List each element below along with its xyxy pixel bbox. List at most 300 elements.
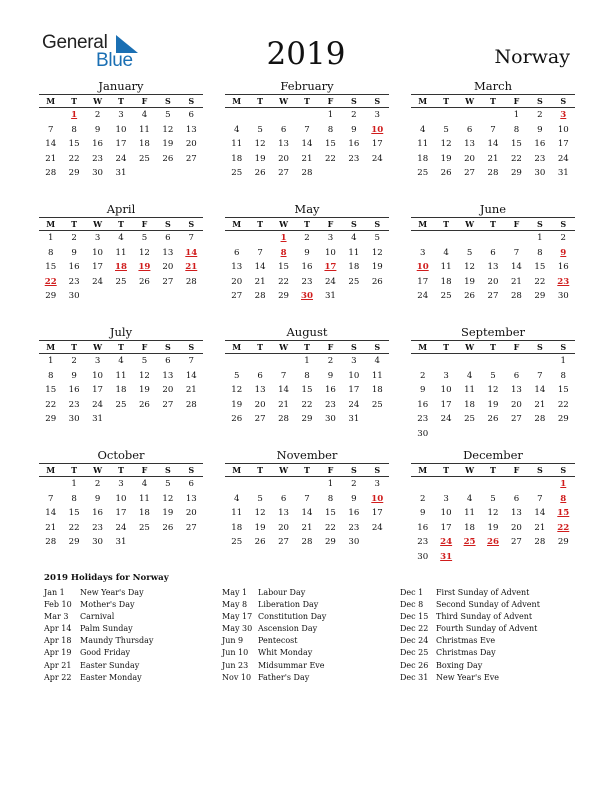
day-cell: 19: [464, 276, 476, 287]
day-cell: 3: [118, 479, 124, 489]
day-cell: 25: [231, 537, 243, 548]
day-cell: 23: [348, 153, 360, 164]
day-cell: 19: [162, 139, 174, 150]
holiday-day-cell: 14: [185, 247, 198, 258]
country-name: Norway: [494, 46, 570, 68]
day-cell: 26: [440, 168, 452, 179]
day-cell: 21: [45, 522, 57, 533]
day-cell: 27: [510, 414, 522, 425]
empty-cell: [272, 477, 295, 492]
month-name: September: [460, 325, 526, 339]
weekday-label: S: [560, 342, 567, 352]
month-name: November: [276, 448, 338, 462]
holiday-day-cell: 31: [440, 551, 453, 562]
day-cell: 13: [185, 493, 197, 504]
weekday-label: M: [46, 465, 56, 475]
day-cell: 5: [257, 124, 263, 135]
day-cell: 17: [115, 508, 127, 519]
holiday-item: [400, 587, 570, 599]
weekday-label: F: [141, 96, 148, 106]
day-cell: 10: [440, 385, 452, 396]
weekday-label: S: [560, 219, 567, 229]
day-cell: 3: [443, 370, 449, 381]
day-cell: 4: [443, 247, 449, 258]
day-cell: 2: [71, 233, 77, 243]
holiday-name: First Sunday of Advent: [436, 588, 530, 597]
day-cell: 11: [231, 139, 243, 150]
day-cell: 11: [138, 124, 150, 135]
day-cell: 10: [348, 370, 360, 381]
day-cell: 1: [304, 356, 310, 366]
holiday-item: [44, 660, 214, 672]
weekday-label: W: [93, 465, 103, 475]
weekday-label: S: [164, 465, 171, 475]
day-cell: 14: [45, 139, 57, 150]
day-cell: 29: [68, 537, 80, 548]
day-cell: 19: [487, 399, 499, 410]
day-cell: 30: [324, 414, 336, 425]
day-cell: 2: [304, 233, 310, 243]
day-cell: 21: [185, 385, 197, 396]
day-cell: 9: [419, 385, 426, 396]
day-cell: 24: [417, 291, 429, 302]
weekday-label: F: [327, 219, 334, 229]
day-cell: 27: [510, 537, 522, 548]
day-cell: 6: [280, 493, 287, 504]
day-cell: 17: [557, 139, 569, 150]
day-cell: 12: [254, 508, 266, 519]
day-cell: 7: [47, 124, 54, 135]
day-cell: 7: [513, 247, 520, 258]
day-cell: 3: [351, 356, 357, 366]
day-cell: 15: [557, 385, 569, 396]
day-cell: 19: [254, 522, 266, 533]
holiday-column-3: [400, 587, 570, 684]
day-cell: 6: [165, 356, 171, 366]
empty-cell: [411, 354, 434, 369]
day-cell: 28: [45, 537, 57, 548]
day-cell: 5: [165, 110, 171, 120]
day-cell: 12: [487, 508, 499, 519]
holiday-name: Easter Monday: [80, 672, 142, 682]
day-cell: 19: [487, 522, 499, 533]
day-cell: 29: [510, 168, 522, 179]
days-grid: [39, 477, 203, 550]
day-cell: 24: [557, 153, 569, 164]
day-cell: 25: [231, 168, 243, 179]
day-cell: 17: [92, 385, 104, 396]
weekday-label: M: [232, 96, 242, 106]
holiday-item: [44, 647, 214, 659]
weekday-label: S: [374, 219, 381, 229]
day-cell: 6: [466, 124, 473, 135]
empty-cell: [481, 231, 504, 246]
day-cell: 28: [185, 399, 197, 410]
day-cell: 16: [92, 508, 104, 519]
empty-cell: [411, 108, 434, 123]
holiday-item: [400, 647, 570, 659]
weekday-label: S: [536, 465, 543, 475]
day-cell: 22: [68, 153, 80, 164]
day-cell: 24: [371, 153, 383, 164]
day-cell: 22: [68, 522, 80, 533]
empty-cell: [434, 477, 457, 492]
holiday-date: Apr 22: [44, 672, 72, 682]
day-cell: 23: [301, 276, 313, 287]
holiday-name: Christmas Eve: [436, 636, 496, 646]
day-cell: 29: [68, 168, 80, 179]
empty-cell: [225, 108, 248, 123]
empty-cell: [434, 231, 457, 246]
day-cell: 28: [534, 414, 546, 425]
month-name: March: [474, 79, 512, 93]
weekday-label: S: [350, 342, 357, 352]
day-cell: 7: [304, 124, 310, 135]
month-name: June: [479, 202, 507, 216]
day-cell: 28: [510, 291, 522, 302]
day-cell: 5: [374, 233, 381, 243]
weekday-label: F: [513, 96, 520, 106]
day-cell: 27: [231, 291, 243, 302]
day-cell: 25: [138, 153, 150, 164]
day-cell: 21: [254, 276, 266, 287]
day-cell: 7: [188, 233, 195, 243]
day-cell: 3: [118, 110, 124, 120]
day-cell: 30: [92, 537, 104, 548]
holiday-day-cell: 9: [560, 247, 567, 258]
day-cell: 30: [417, 551, 429, 562]
day-cell: 6: [188, 110, 195, 120]
day-cell: 27: [162, 276, 174, 287]
day-cell: 21: [301, 153, 313, 164]
day-cell: 24: [440, 414, 452, 425]
month-february: [225, 79, 389, 202]
weekday-label: T: [118, 342, 124, 352]
day-cell: 31: [115, 168, 127, 179]
day-cell: 5: [490, 493, 496, 504]
day-cell: 13: [231, 262, 243, 273]
day-cell: 15: [68, 508, 80, 519]
day-cell: 11: [464, 385, 476, 396]
holiday-name: Whit Monday: [258, 648, 313, 658]
day-cell: 15: [324, 139, 336, 150]
day-cell: 11: [115, 370, 127, 381]
day-cell: 18: [464, 399, 476, 410]
weekday-label: F: [513, 342, 520, 352]
holidays-title: 2019 Holidays for Norway: [44, 573, 169, 583]
day-cell: 21: [301, 522, 313, 533]
day-cell: 11: [371, 370, 383, 381]
day-cell: 1: [327, 110, 334, 120]
day-cell: 24: [348, 399, 360, 410]
day-cell: 5: [165, 479, 171, 489]
day-cell: 25: [464, 414, 476, 425]
holiday-item: [44, 623, 214, 635]
day-cell: 23: [68, 399, 80, 410]
day-cell: 9: [94, 124, 101, 135]
holiday-column-1: [44, 587, 214, 684]
holiday-day-cell: 1: [560, 479, 567, 489]
weekday-label: T: [71, 96, 78, 106]
holiday-date: Dec 8: [400, 600, 424, 610]
day-cell: 6: [257, 370, 263, 381]
day-cell: 28: [301, 168, 313, 179]
day-cell: 1: [537, 233, 543, 243]
day-cell: 5: [490, 370, 496, 381]
weekday-label: T: [118, 96, 124, 106]
day-cell: 19: [138, 385, 150, 396]
day-cell: 2: [419, 493, 426, 504]
day-cell: 20: [510, 522, 522, 533]
weekday-label: W: [93, 219, 103, 229]
weekday-label: T: [257, 465, 264, 475]
day-cell: 5: [233, 370, 240, 381]
empty-cell: [225, 231, 248, 246]
year-title: 2019: [266, 36, 346, 72]
day-cell: 4: [141, 110, 148, 120]
day-cell: 24: [115, 522, 127, 533]
weekday-label: W: [279, 342, 289, 352]
holiday-item: [400, 623, 570, 635]
day-cell: 15: [45, 262, 57, 273]
day-cell: 19: [162, 508, 174, 519]
day-cell: 2: [94, 479, 101, 489]
holiday-day-cell: 1: [280, 233, 287, 243]
day-cell: 20: [185, 139, 197, 150]
day-cell: 13: [162, 247, 174, 258]
day-cell: 1: [47, 356, 54, 366]
weekday-label: W: [465, 219, 475, 229]
day-cell: 3: [327, 233, 334, 243]
month-november: [225, 448, 389, 571]
day-cell: 12: [138, 247, 150, 258]
weekday-label: S: [536, 219, 543, 229]
holiday-name: New Year's Day: [80, 588, 144, 597]
days-grid: [225, 354, 389, 427]
day-cell: 7: [537, 493, 543, 504]
day-cell: 20: [487, 276, 499, 287]
weekday-header: [39, 463, 203, 477]
holiday-name: Boxing Day: [436, 660, 483, 670]
day-cell: 19: [254, 153, 266, 164]
holiday-name: Third Sunday of Advent: [436, 612, 533, 622]
holiday-name: Carnival: [80, 612, 115, 622]
day-cell: 29: [45, 291, 57, 302]
holiday-day-cell: 10: [371, 124, 384, 135]
weekday-label: T: [304, 96, 310, 106]
day-cell: 21: [278, 399, 290, 410]
holiday-item: [222, 623, 392, 635]
day-cell: 15: [45, 385, 57, 396]
day-cell: 17: [348, 385, 360, 396]
holiday-day-cell: 8: [280, 247, 287, 258]
day-cell: 10: [557, 124, 569, 135]
holiday-item: [222, 660, 392, 672]
weekday-label: M: [46, 219, 56, 229]
weekday-label: S: [536, 96, 543, 106]
day-cell: 29: [278, 291, 290, 302]
day-cell: 7: [280, 370, 287, 381]
holiday-date: Jun 9: [222, 636, 244, 646]
holiday-date: Dec 22: [400, 624, 429, 634]
day-cell: 29: [301, 414, 313, 425]
holiday-name: Pentecost: [258, 636, 298, 646]
empty-cell: [39, 108, 62, 123]
day-cell: 10: [115, 124, 127, 135]
day-cell: 20: [254, 399, 266, 410]
day-cell: 18: [440, 276, 452, 287]
weekday-label: F: [327, 342, 334, 352]
day-cell: 20: [185, 508, 197, 519]
holiday-day-cell: 25: [463, 537, 476, 548]
day-cell: 25: [371, 399, 383, 410]
holiday-day-cell: 24: [440, 537, 453, 548]
empty-cell: [272, 354, 295, 369]
empty-cell: [505, 231, 528, 246]
weekday-label: T: [71, 342, 78, 352]
holiday-item: [222, 587, 392, 599]
day-cell: 28: [534, 537, 546, 548]
day-cell: 16: [68, 262, 80, 273]
weekday-label: W: [93, 342, 103, 352]
empty-cell: [505, 477, 528, 492]
empty-cell: [505, 354, 528, 369]
empty-cell: [481, 354, 504, 369]
day-cell: 27: [162, 399, 174, 410]
day-cell: 14: [254, 262, 266, 273]
weekday-label: S: [188, 465, 195, 475]
weekday-label: S: [374, 465, 381, 475]
weekday-label: T: [443, 465, 450, 475]
day-cell: 23: [417, 414, 429, 425]
holiday-date: Feb 10: [44, 600, 72, 610]
day-cell: 26: [162, 153, 174, 164]
month-july: [39, 325, 203, 448]
weekday-header: [39, 94, 203, 108]
holiday-date: Dec 25: [400, 648, 429, 658]
day-cell: 27: [278, 168, 290, 179]
day-cell: 4: [233, 493, 240, 504]
holiday-item: [222, 672, 392, 684]
weekday-label: S: [188, 342, 195, 352]
day-cell: 26: [464, 291, 476, 302]
day-cell: 16: [324, 385, 336, 396]
month-january: [39, 79, 203, 202]
day-cell: 16: [417, 522, 429, 533]
holiday-date: Dec 15: [400, 612, 429, 622]
day-cell: 9: [351, 124, 357, 135]
day-cell: 22: [278, 276, 290, 287]
day-cell: 14: [185, 370, 197, 381]
day-cell: 24: [92, 399, 104, 410]
day-cell: 23: [534, 153, 546, 164]
empty-cell: [248, 231, 271, 246]
day-cell: 24: [92, 276, 104, 287]
holiday-item: [44, 587, 214, 599]
day-cell: 14: [45, 508, 57, 519]
weekday-label: F: [141, 219, 148, 229]
day-cell: 10: [92, 370, 104, 381]
day-cell: 3: [94, 356, 101, 366]
day-cell: 17: [417, 276, 429, 287]
day-cell: 10: [115, 493, 127, 504]
day-cell: 22: [557, 399, 569, 410]
day-cell: 17: [371, 139, 383, 150]
day-cell: 25: [138, 522, 150, 533]
day-cell: 12: [162, 493, 174, 504]
holiday-date: May 1: [222, 588, 248, 597]
day-cell: 31: [348, 414, 360, 425]
day-cell: 23: [324, 399, 336, 410]
day-cell: 14: [301, 139, 313, 150]
day-cell: 27: [185, 153, 197, 164]
day-cell: 18: [231, 153, 243, 164]
weekday-label: F: [513, 465, 520, 475]
day-cell: 7: [537, 370, 543, 381]
day-cell: 15: [324, 508, 336, 519]
weekday-label: W: [279, 96, 289, 106]
month-name: May: [294, 202, 320, 216]
holiday-day-cell: 26: [487, 537, 499, 548]
holiday-day-cell: 30: [301, 291, 313, 302]
days-grid: [411, 108, 575, 181]
weekday-label: S: [350, 96, 357, 106]
day-cell: 15: [510, 139, 522, 150]
weekday-label: T: [71, 465, 78, 475]
day-cell: 13: [464, 139, 476, 150]
empty-cell: [528, 354, 551, 369]
weekday-label: T: [443, 219, 450, 229]
day-cell: 26: [371, 276, 383, 287]
month-august: [225, 325, 389, 448]
holiday-name: Maundy Thursday: [80, 636, 154, 646]
day-cell: 11: [348, 247, 360, 258]
day-cell: 6: [280, 124, 287, 135]
weekday-label: M: [46, 96, 56, 106]
weekday-label: T: [304, 342, 310, 352]
day-cell: 22: [301, 399, 313, 410]
day-cell: 28: [487, 168, 499, 179]
day-cell: 9: [327, 370, 334, 381]
holiday-name: Constitution Day: [258, 612, 327, 622]
day-cell: 8: [327, 493, 334, 504]
weekday-label: M: [232, 465, 242, 475]
day-cell: 12: [138, 370, 150, 381]
holiday-name: Mother's Day: [80, 600, 135, 610]
day-cell: 30: [557, 291, 569, 302]
weekday-header: [225, 340, 389, 354]
days-grid: [411, 231, 575, 304]
day-cell: 1: [513, 110, 520, 120]
holiday-day-cell: 22: [44, 276, 57, 287]
day-cell: 11: [231, 508, 243, 519]
day-cell: 14: [487, 139, 499, 150]
day-cell: 4: [374, 356, 381, 366]
holiday-name: Labour Day: [258, 588, 306, 597]
day-cell: 5: [141, 233, 148, 243]
weekday-label: W: [279, 465, 289, 475]
empty-cell: [481, 108, 504, 123]
empty-cell: [225, 354, 248, 369]
day-cell: 6: [490, 247, 496, 258]
day-cell: 29: [557, 537, 569, 548]
day-cell: 17: [371, 508, 383, 519]
month-name: July: [109, 325, 133, 339]
day-cell: 4: [118, 356, 124, 366]
day-cell: 18: [138, 139, 150, 150]
day-cell: 16: [348, 508, 360, 519]
day-cell: 28: [254, 291, 266, 302]
